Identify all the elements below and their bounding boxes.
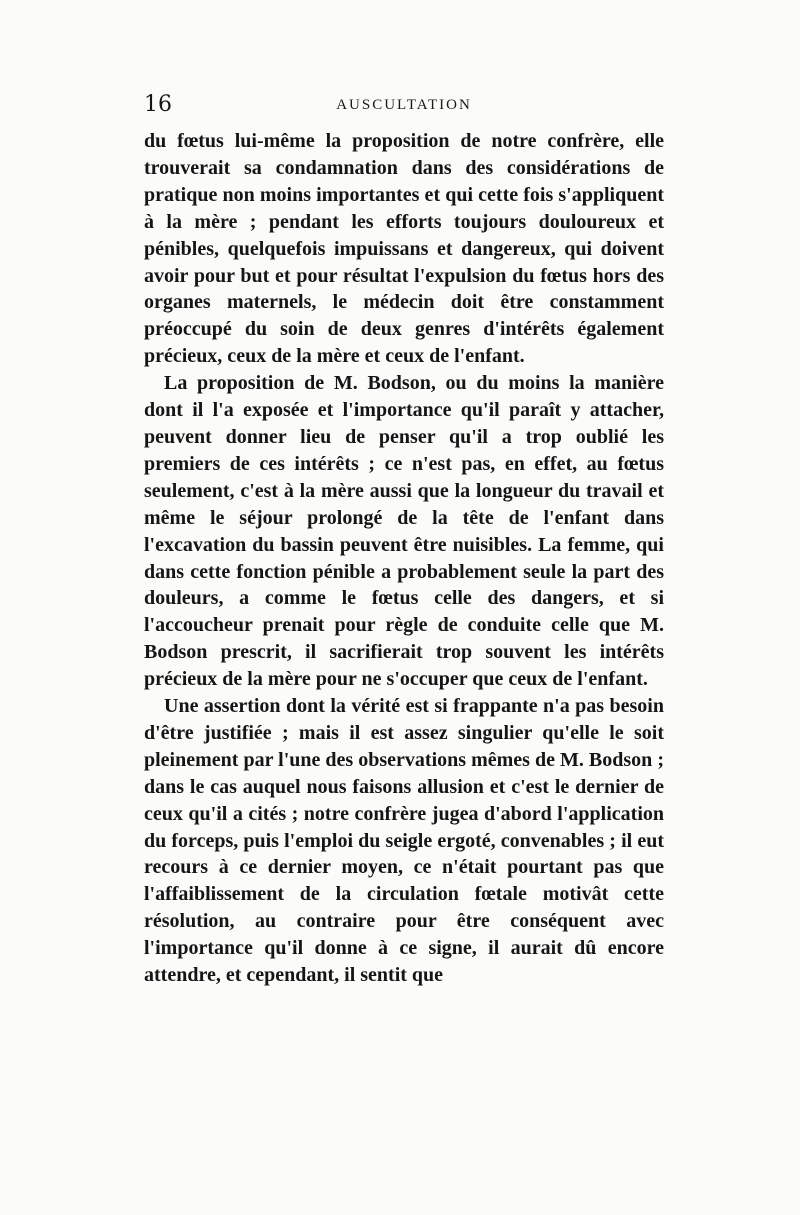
paragraph-1: du fœtus lui-même la proposition de notre confrère, elle trouverait sa condamnation dans des considérations de pratique non moins importantes et qui cette fois s'appliquent à la mère ; pendant les efforts toujours douloureux et pénibles, quelquefois impuissans et dangereux, qui doivent avoir pour but et pour résultat l'expulsion du fœtus hors des organes maternels, le médecin doit être constamment préoccupé du soin de deux genres d'intérêts également précieux, ceux de la mère et ceux de l'enfant.: [144, 130, 664, 368]
running-title: AUSCULTATION: [336, 97, 472, 113]
paragraph-3: Une assertion dont la vérité est si frappante n'a pas besoin d'être justifiée ; mais il est assez singulier qu'elle le soit pleinement par l'une des observations mêmes de M. Bodson ; dans le cas auquel nous faisons allusion et c'est le dernier de ceux qu'il a cités ; notre confrère jugea d'abord l'application du forceps, puis l'emploi du seigle ergoté, convenables ; il eut recours à ce dernier moyen, ce n'était pourtant pas que l'affaiblissement de la circulation fœtale motivât cette résolution, au contraire pour être conséquent avec l'importance qu'il donne à ce signe, il aurait dû encore attendre, et cependant, il sentit que: [144, 695, 664, 987]
page-header: [144, 92, 664, 122]
page-number: 16: [144, 92, 172, 117]
paragraph-2: La proposition de M. Bodson, ou du moins la manière dont il l'a exposée et l'importance qu'il paraît y attacher, peuvent donner lieu de penser qu'il a trop oublié les premiers de ces intérêts ; ce n'est pas, en effet, au fœtus seulement, c'est à la mère aussi que la longueur du travail et même le séjour prolongé de la tête de l'enfant dans l'excavation du bassin peuvent être nuisibles. La femme, qui dans cette fonction pénible a probablement seule la part des douleurs, a comme le fœtus celle des dangers, et si l'accoucheur prenait pour règle de conduite celle que M. Bodson prescrit, il sacrifierait trop souvent les intérêts précieux de la mère pour ne s'occuper que ceux de l'enfant.: [144, 372, 664, 691]
body-text: [144, 128, 664, 989]
